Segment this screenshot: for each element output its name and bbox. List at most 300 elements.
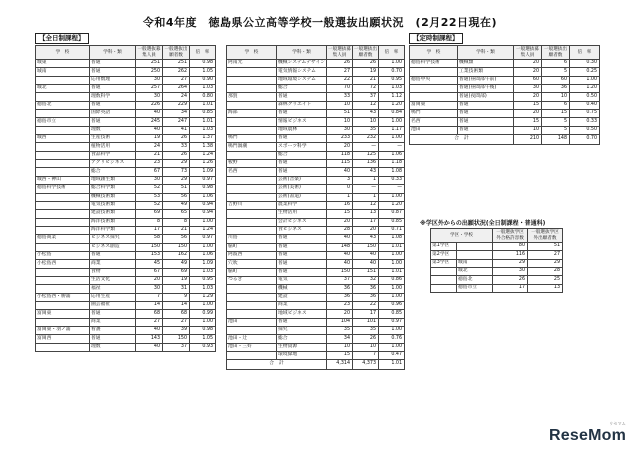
cell-applicants: 251 xyxy=(163,60,190,68)
cell-course: 生産技術 xyxy=(90,135,136,143)
cell-out-applicants: 28 xyxy=(528,268,563,276)
cell-applicants: 39 xyxy=(163,327,190,335)
cell-school: 穴吹 xyxy=(227,260,277,268)
cell-ratio: 1.00 xyxy=(190,218,216,226)
cell-course: 国際英語 xyxy=(90,110,136,118)
cell-ratio: 1.01 xyxy=(190,118,216,126)
cell-school xyxy=(36,151,90,159)
cell-course: 電気 xyxy=(277,276,327,284)
cell-course: 看護 xyxy=(90,327,136,335)
cell-applicants: 24 xyxy=(163,93,190,101)
cell-ratio: 0.97 xyxy=(190,235,216,243)
cell-capacity: 20 xyxy=(514,110,542,118)
cell-applicants: 22 xyxy=(353,301,379,309)
cell-school: 池田 xyxy=(227,318,277,326)
cell-applicants: 1 xyxy=(353,176,379,184)
table-row xyxy=(227,76,405,84)
cell-course: 応用数理 xyxy=(90,76,136,84)
cell-capacity: 28 xyxy=(327,226,353,234)
header-ratio: 倍 率 xyxy=(190,46,216,60)
cell-course: 生物活用 xyxy=(277,210,327,218)
cell-applicants: 65 xyxy=(163,210,190,218)
cell-applicants: 1 xyxy=(353,193,379,201)
cell-ratio: 1.38 xyxy=(190,143,216,151)
cell-out-applicants: 51 xyxy=(528,243,563,251)
total-label: 合 計 xyxy=(227,360,327,370)
cell-capacity: 20 xyxy=(514,68,542,76)
cell-school: 鳴門 xyxy=(410,110,458,118)
cell-capacity: 245 xyxy=(136,118,163,126)
cell-course: 環境緑地 xyxy=(277,352,327,360)
cell-applicants: 72 xyxy=(353,85,379,93)
cell-course: 地域農林 xyxy=(277,126,327,134)
table-row xyxy=(36,143,216,151)
cell-ratio: 0.47 xyxy=(379,352,405,360)
cell-course: 地域環境システム xyxy=(277,76,327,84)
header-capacity: 一般選抜募集人員 xyxy=(136,46,163,60)
table-row xyxy=(36,343,216,351)
table-row xyxy=(227,160,405,168)
cell-course: 機械システムデザイン xyxy=(277,60,327,68)
cell-applicants: 247 xyxy=(163,118,190,126)
cell-course: ビジネス創造 xyxy=(90,243,136,251)
cell-district: 第2学区 xyxy=(431,251,457,259)
cell-course: 普通 xyxy=(277,160,327,168)
cell-capacity: 250 xyxy=(136,68,163,76)
cell-capacity: 257 xyxy=(136,85,163,93)
cell-school: 小松島西・勝浦 xyxy=(36,293,90,301)
cell-applicants: 36 xyxy=(353,293,379,301)
cell-out-applicants: 29 xyxy=(528,259,563,267)
cell-applicants: 6 xyxy=(542,60,570,68)
cell-district xyxy=(431,276,457,284)
cell-capacity: 21 xyxy=(136,151,163,159)
cell-capacity: 30 xyxy=(327,126,353,134)
cell-school: 富岡東 xyxy=(410,101,458,109)
out-of-district-title: ※学区外からの出願状況(全日制課程・普通科) xyxy=(420,220,546,227)
cell-school xyxy=(36,93,90,101)
cell-ratio: 1.03 xyxy=(190,285,216,293)
cell-course: 商業 xyxy=(90,260,136,268)
cell-capacity: 20 xyxy=(136,276,163,284)
cell-capacity: 40 xyxy=(327,235,353,243)
cell-ratio: 1.00 xyxy=(379,118,405,126)
cell-ratio: 1.06 xyxy=(190,193,216,201)
table-row xyxy=(36,93,216,101)
cell-course: 普通(夜間部) xyxy=(458,93,514,101)
table-row xyxy=(36,235,216,243)
cell-ratio: 0.76 xyxy=(379,335,405,343)
table-row xyxy=(36,68,216,76)
cell-school xyxy=(227,85,277,93)
cell-capacity: 1 xyxy=(327,193,353,201)
cell-applicants: 29 xyxy=(163,160,190,168)
cell-school: 名西 xyxy=(410,118,458,126)
section-label-full-time: 【全日制課程】 xyxy=(35,33,89,44)
cell-capacity: 10 xyxy=(327,101,353,109)
cell-school xyxy=(227,310,277,318)
cell-ratio: 0.85 xyxy=(379,218,405,226)
cell-ratio: 0.99 xyxy=(190,310,216,318)
table-row xyxy=(410,68,600,76)
cell-course: 普通 xyxy=(277,243,327,251)
cell-capacity: 40 xyxy=(136,110,163,118)
cell-school xyxy=(36,276,90,284)
cell-ratio: 1.06 xyxy=(379,151,405,159)
cell-ratio: 0.93 xyxy=(190,343,216,351)
table-row xyxy=(36,151,216,159)
cell-ratio: 1.26 xyxy=(190,160,216,168)
cell-applicants: 56 xyxy=(163,193,190,201)
page-title: 令和4年度 徳島県公立高等学校一般選抜出願状況 (2月22日現在) xyxy=(142,16,498,29)
total-applicants: 4,373 xyxy=(353,360,379,370)
cell-course: 建設技術類 xyxy=(90,210,136,218)
cell-school xyxy=(36,226,90,234)
table-row xyxy=(36,301,216,309)
cell-school xyxy=(457,251,493,259)
cell-ratio: 1.03 xyxy=(190,85,216,93)
cell-applicants: 40 xyxy=(353,260,379,268)
cell-school: 池田・辻 xyxy=(227,335,277,343)
cell-school xyxy=(410,68,458,76)
table-row xyxy=(227,243,405,251)
cell-school xyxy=(410,93,458,101)
cell-applicants: 9 xyxy=(163,293,190,301)
table-row xyxy=(227,335,405,343)
table-row xyxy=(227,126,405,134)
cell-ratio: 0.87 xyxy=(379,210,405,218)
cell-course: 芸術(音楽) xyxy=(277,176,327,184)
cell-ratio: 0.50 xyxy=(570,126,600,134)
cell-course: 普通 xyxy=(458,118,514,126)
cell-course: 芸術(書道) xyxy=(277,193,327,201)
table-row xyxy=(410,93,600,101)
cell-applicants: 162 xyxy=(163,251,190,259)
cell-applicants: — xyxy=(353,185,379,193)
cell-school xyxy=(36,160,90,168)
cell-school xyxy=(457,243,493,251)
header-applicants: 一般選抜出願者数 xyxy=(354,47,377,58)
table-row xyxy=(227,118,405,126)
cell-capacity: 37 xyxy=(327,276,353,284)
cell-course: 電気技術類 xyxy=(90,201,136,209)
cell-ratio: 1.03 xyxy=(190,126,216,134)
cell-applicants: 229 xyxy=(163,101,190,109)
table-row xyxy=(36,327,216,335)
cell-course: 食ビジネス xyxy=(277,226,327,234)
table-row xyxy=(227,352,405,360)
table-row xyxy=(227,168,405,176)
total-label: 合 計 xyxy=(410,135,514,145)
table-row xyxy=(36,193,216,201)
table-row xyxy=(227,285,405,293)
cell-school xyxy=(227,301,277,309)
cell-school: 板野 xyxy=(227,160,277,168)
cell-school: 小松島 xyxy=(36,251,90,259)
cell-school: 海部 xyxy=(227,110,277,118)
cell-applicants: 26 xyxy=(353,335,379,343)
cell-ratio: 1.00 xyxy=(379,260,405,268)
table-row xyxy=(227,293,405,301)
cell-capacity: 67 xyxy=(136,268,163,276)
table-row xyxy=(227,251,405,259)
cell-school xyxy=(227,327,277,335)
cell-ratio: 0.98 xyxy=(190,185,216,193)
cell-limit: 29 xyxy=(493,259,528,267)
cell-course: 応用生産 xyxy=(90,293,136,301)
table-row xyxy=(227,135,405,143)
cell-course: 探究 xyxy=(277,327,327,335)
table-row xyxy=(36,210,216,218)
cell-ratio: — xyxy=(379,143,405,151)
cell-ratio: 1.00 xyxy=(379,60,405,68)
cell-capacity: 20 xyxy=(327,310,353,318)
cell-applicants: 6 xyxy=(542,101,570,109)
table-row xyxy=(227,110,405,118)
resemom-logo-kana: リセマム xyxy=(609,421,626,426)
cell-course: 理数科学 xyxy=(90,93,136,101)
table-row xyxy=(227,235,405,243)
cell-capacity: 36 xyxy=(327,293,353,301)
cell-capacity: 226 xyxy=(136,101,163,109)
cell-capacity: 68 xyxy=(136,310,163,318)
table-row xyxy=(36,251,216,259)
cell-school: 阿波西 xyxy=(227,251,277,259)
cell-applicants: 12 xyxy=(353,101,379,109)
cell-capacity: 40 xyxy=(136,126,163,134)
cell-applicants: 56 xyxy=(163,235,190,243)
cell-course: 生活文化 xyxy=(90,276,136,284)
cell-ratio: 1.24 xyxy=(190,151,216,159)
cell-course: 理数 xyxy=(90,126,136,134)
cell-capacity: 26 xyxy=(327,60,353,68)
header-ratio: 倍 率 xyxy=(570,46,600,60)
table-row xyxy=(36,185,216,193)
cell-district: 第3学区 xyxy=(431,259,457,267)
table-header-row xyxy=(227,46,405,60)
cell-capacity: 40 xyxy=(327,260,353,268)
cell-capacity: 143 xyxy=(136,335,163,343)
table-row xyxy=(227,68,405,76)
cell-capacity: 15 xyxy=(514,101,542,109)
cell-school: 徳島商業 xyxy=(36,235,90,243)
cell-course: 福祉 xyxy=(90,285,136,293)
cell-capacity: 51 xyxy=(327,110,353,118)
cell-course: 森林クリエイト xyxy=(277,101,327,109)
section-label-part-time: 【定時制課程】 xyxy=(409,33,463,44)
cell-ratio: 0.70 xyxy=(379,68,405,76)
cell-applicants: 19 xyxy=(163,276,190,284)
table-row xyxy=(36,276,216,284)
cell-capacity: 58 xyxy=(136,235,163,243)
cell-ratio: 1.08 xyxy=(379,168,405,176)
cell-capacity: 17 xyxy=(136,226,163,234)
cell-applicants: 7 xyxy=(353,352,379,360)
table-row xyxy=(227,218,405,226)
cell-school xyxy=(36,201,90,209)
cell-applicants: 136 xyxy=(353,160,379,168)
table-row xyxy=(36,260,216,268)
cell-applicants: 19 xyxy=(353,68,379,76)
cell-school: 富岡東・羽ノ浦 xyxy=(36,327,90,335)
table-row xyxy=(227,276,405,284)
cell-course: 普通 xyxy=(458,101,514,109)
cell-applicants: 264 xyxy=(163,85,190,93)
cell-course: 普通 xyxy=(277,318,327,326)
cell-ratio: 1.29 xyxy=(190,293,216,301)
cell-ratio: 1.09 xyxy=(190,168,216,176)
cell-course: 普通 xyxy=(90,101,136,109)
cell-applicants: — xyxy=(353,143,379,151)
cell-capacity: 23 xyxy=(136,160,163,168)
cell-capacity: 30 xyxy=(136,176,163,184)
cell-limit: 80 xyxy=(493,243,528,251)
table-row xyxy=(36,293,216,301)
cell-capacity: 52 xyxy=(136,201,163,209)
cell-applicants: 34 xyxy=(163,110,190,118)
cell-ratio: 0.25 xyxy=(570,68,600,76)
cell-ratio: 1.24 xyxy=(190,226,216,234)
cell-capacity: 15 xyxy=(327,352,353,360)
cell-capacity: 150 xyxy=(327,268,353,276)
cell-ratio: 1.03 xyxy=(190,268,216,276)
cell-course: 商業 xyxy=(277,301,327,309)
header-school: 学 校 xyxy=(410,46,458,60)
cell-course: 電気情報システム xyxy=(277,68,327,76)
cell-school xyxy=(36,126,90,134)
cell-capacity: 40 xyxy=(136,327,163,335)
cell-course: 会計ビジネス xyxy=(277,218,327,226)
total-capacity: 4,314 xyxy=(327,360,353,370)
header-school: 学 校 xyxy=(227,46,277,60)
table-header-row xyxy=(410,46,600,60)
table-row xyxy=(36,226,216,234)
cell-applicants: 125 xyxy=(353,151,379,159)
cell-ratio: 1.06 xyxy=(190,251,216,259)
cell-course: 総合 xyxy=(277,335,327,343)
cell-school: 脇町 xyxy=(227,268,277,276)
table-row xyxy=(227,201,405,209)
cell-school: 鳴門渦潮 xyxy=(227,143,277,151)
table-row xyxy=(227,226,405,234)
cell-applicants: 68 xyxy=(163,310,190,318)
table-row xyxy=(36,76,216,84)
table-row xyxy=(36,310,216,318)
cell-course: 普通 xyxy=(90,118,136,126)
cell-school xyxy=(227,185,277,193)
cell-ratio: 1.09 xyxy=(190,260,216,268)
cell-school: 徳島科学技術 xyxy=(36,185,90,193)
cell-course: 商業 xyxy=(90,318,136,326)
table-row xyxy=(227,210,405,218)
cell-capacity: 40 xyxy=(327,168,353,176)
cell-capacity: 27 xyxy=(136,318,163,326)
resemom-logo xyxy=(549,421,626,445)
cell-capacity: 10 xyxy=(514,126,542,134)
table-row xyxy=(227,193,405,201)
cell-course: 食品科学 xyxy=(90,151,136,159)
cell-ratio: 0.90 xyxy=(190,76,216,84)
cell-school xyxy=(227,352,277,360)
cell-school: 城北 xyxy=(457,268,493,276)
cell-capacity: 15 xyxy=(514,118,542,126)
total-ratio: 0.70 xyxy=(570,135,600,145)
cell-ratio: 0.33 xyxy=(379,176,405,184)
cell-school: つるぎ xyxy=(227,276,277,284)
cell-course: スポーツ科学 xyxy=(277,143,327,151)
cell-capacity: 104 xyxy=(327,318,353,326)
cell-school: 城北 xyxy=(36,85,90,93)
table-row xyxy=(227,301,405,309)
cell-applicants: 150 xyxy=(163,243,190,251)
cell-capacity: 36 xyxy=(327,285,353,293)
cell-ratio: 1.12 xyxy=(379,93,405,101)
cell-capacity: 33 xyxy=(327,93,353,101)
cell-course: 食物 xyxy=(90,268,136,276)
table-row xyxy=(227,101,405,109)
cell-school xyxy=(227,218,277,226)
table-row xyxy=(227,185,405,193)
cell-course: 建設 xyxy=(277,293,327,301)
table-row xyxy=(36,110,216,118)
cell-ratio: 0.94 xyxy=(190,201,216,209)
cell-ratio: 1.00 xyxy=(379,293,405,301)
cell-applicants: 27 xyxy=(163,76,190,84)
cell-capacity: 27 xyxy=(327,68,353,76)
cell-course: 普通 xyxy=(277,251,327,259)
cell-course: 普通 xyxy=(277,168,327,176)
table-row xyxy=(410,60,600,68)
cell-school xyxy=(36,193,90,201)
cell-capacity: 251 xyxy=(136,60,163,68)
cell-applicants: 36 xyxy=(542,85,570,93)
cell-course: 普通 xyxy=(277,93,327,101)
cell-ratio: 1.00 xyxy=(190,301,216,309)
cell-school xyxy=(36,76,90,84)
cell-ratio: 0.30 xyxy=(570,60,600,68)
cell-limit: 17 xyxy=(493,284,528,292)
cell-applicants: 21 xyxy=(163,226,190,234)
table-row xyxy=(431,259,563,267)
cell-capacity: 30 xyxy=(514,85,542,93)
cell-applicants: 150 xyxy=(353,243,379,251)
table-row xyxy=(227,85,405,93)
cell-ratio: 0.98 xyxy=(190,60,216,68)
cell-applicants: 8 xyxy=(163,218,190,226)
cell-course: 機械技術類 xyxy=(90,193,136,201)
cell-ratio: 1.37 xyxy=(190,135,216,143)
cell-course: 海洋科学類 xyxy=(90,226,136,234)
cell-course: 総合科学類 xyxy=(90,185,136,193)
cell-capacity: 150 xyxy=(136,243,163,251)
cell-school: 脇町 xyxy=(227,243,277,251)
cell-school: 徳島中央 xyxy=(410,76,458,84)
cell-ratio: 1.00 xyxy=(190,243,216,251)
cell-course: 普通 xyxy=(90,335,136,343)
cell-ratio: 1.05 xyxy=(190,335,216,343)
header-limit: 一般選抜学区外合格許容数 xyxy=(493,229,528,243)
cell-course: 芸術(美術) xyxy=(277,185,327,193)
cell-capacity: 70 xyxy=(327,85,353,93)
table-row xyxy=(410,85,600,93)
table-row xyxy=(431,268,563,276)
table-row xyxy=(227,93,405,101)
cell-ratio: 1.08 xyxy=(379,235,405,243)
cell-applicants: 33 xyxy=(163,143,190,151)
cell-district xyxy=(431,284,457,292)
table-row xyxy=(227,268,405,276)
cell-applicants: 14 xyxy=(163,301,190,309)
